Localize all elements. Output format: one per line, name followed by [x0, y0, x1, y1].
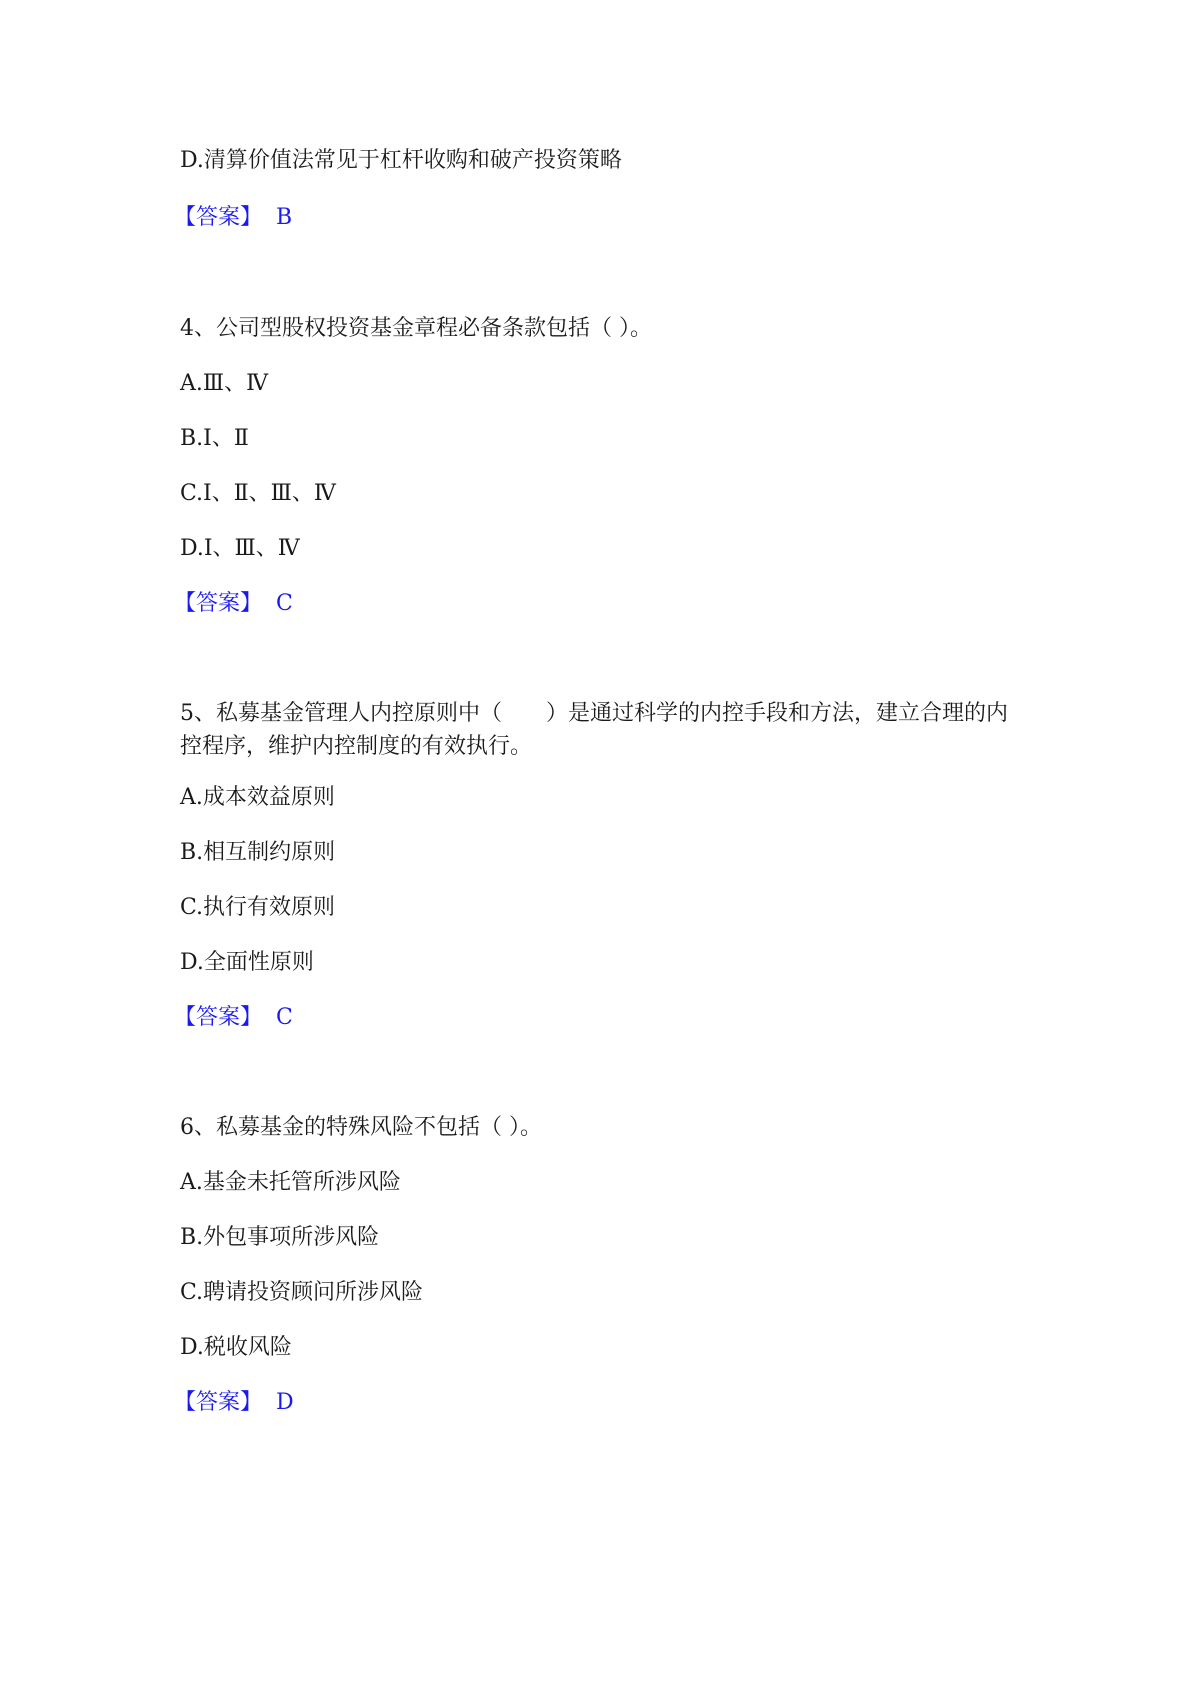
option-b: B.外包事项所涉风险	[180, 1225, 380, 1250]
answer-value: C	[276, 1005, 293, 1030]
answer-label: 【答案】	[174, 205, 263, 230]
answer-value: C	[276, 591, 293, 616]
option-d: D.Ⅰ、Ⅲ、Ⅳ	[180, 536, 300, 561]
question-stem: 4、公司型股权投资基金章程必备条款包括（ ）。	[180, 316, 652, 341]
option-b: B.相互制约原则	[180, 840, 336, 865]
answer-label: 【答案】	[174, 591, 263, 616]
option-c: C.执行有效原则	[180, 895, 336, 920]
answer-label: 【答案】	[174, 1005, 263, 1030]
option-a: A.Ⅲ、Ⅳ	[180, 371, 269, 396]
option-d: D.全面性原则	[180, 950, 314, 975]
question-stem: 5、私募基金管理人内控原则中（ ）是通过科学的内控手段和方法，建立合理的内控程序，维护内控制度的有效执行。	[180, 701, 1008, 759]
question-stem: 6、私募基金的特殊风险不包括（ ）。	[180, 1115, 542, 1140]
answer-line	[174, 203, 292, 233]
option-d: D.税收风险	[180, 1335, 292, 1360]
option-c: C.聘请投资顾问所涉风险	[180, 1280, 424, 1305]
option-a: A.基金未托管所涉风险	[180, 1170, 401, 1195]
option-b: B.Ⅰ、Ⅱ	[180, 426, 249, 451]
answer-line	[174, 589, 293, 619]
answer-line	[174, 1003, 293, 1033]
option-c: C.Ⅰ、Ⅱ、Ⅲ、Ⅳ	[180, 481, 336, 506]
answer-label: 【答案】	[174, 1390, 263, 1415]
option-d: D.清算价值法常见于杠杆收购和破产投资策略	[180, 148, 622, 173]
answer-value: D	[276, 1390, 294, 1415]
answer-line	[174, 1388, 294, 1418]
option-a: A.成本效益原则	[180, 785, 335, 810]
answer-value: B	[276, 205, 293, 230]
